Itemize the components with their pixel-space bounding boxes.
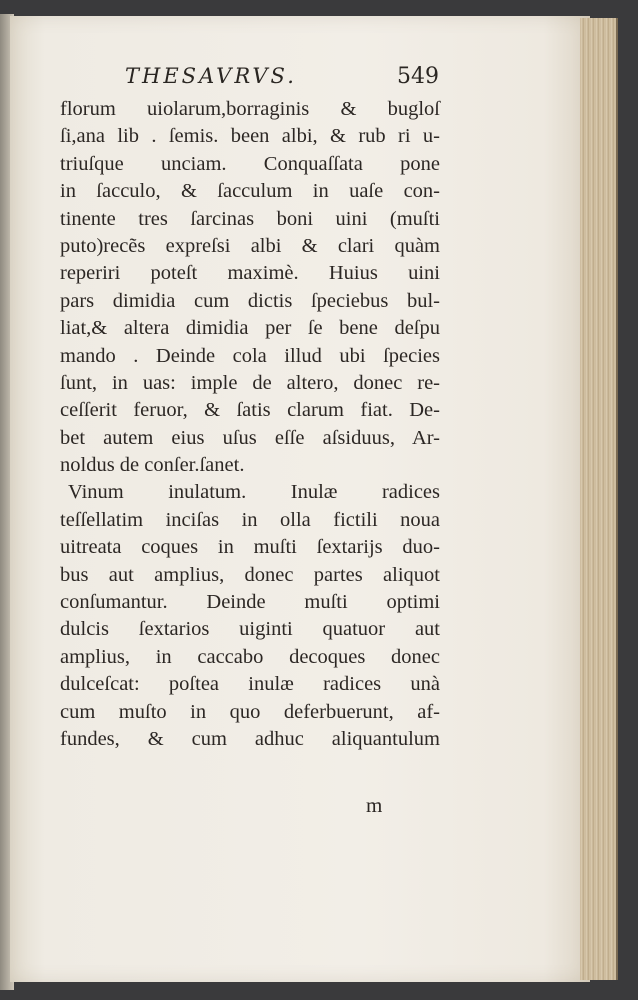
text-line: fundes, & cum adhuc aliquantulum bbox=[60, 727, 440, 750]
text-line: in ſacculo, & ſacculum in uaſe con- bbox=[60, 180, 440, 203]
text-line: pars dimidia cum dictis ſpeciebus bul- bbox=[60, 289, 440, 312]
text-line: bet autem eius uſus eſſe aſsiduus, Ar- bbox=[60, 426, 440, 449]
text-line: dulcis ſextarios uiginti quatuor aut bbox=[60, 618, 440, 641]
text-line: cum muſto in quo deferbuerunt, af- bbox=[60, 700, 440, 723]
text-line: teſſellatim inciſas in olla fictili noua bbox=[60, 508, 440, 531]
text-line: bus aut amplius, donec partes aliquot bbox=[60, 563, 440, 586]
catchword: m bbox=[366, 793, 383, 817]
body-text bbox=[60, 96, 440, 753]
text-line: dulceſcat: poſtea inulæ radices unà bbox=[60, 673, 440, 696]
page-header bbox=[125, 64, 455, 94]
text-line: uitreata coques in muſti ſextarijs duo- bbox=[60, 536, 440, 559]
text-line: amplius, in caccabo decoques donec bbox=[60, 645, 440, 668]
text-line: tinente tres ſarcinas boni uini (muſti bbox=[60, 207, 440, 230]
section-heading-line: Vinum inulatum. Inulæ radices bbox=[68, 481, 440, 504]
text-line: noldus de conſer.ſanet. bbox=[60, 454, 245, 477]
text-line: mando . Deinde cola illud ubi ſpecies bbox=[60, 344, 440, 367]
text-line: ceſſerit feruor, & ſatis clarum fiat. De- bbox=[60, 399, 440, 422]
text-line: reperiri poteſt maximè. Huius uini bbox=[60, 262, 440, 285]
text-line: ſi,ana lib . ſemis. been albi, & rub ri u- bbox=[60, 125, 440, 148]
page-block-edge bbox=[580, 18, 618, 980]
text-line: triuſque unciam. Conquaſſata pone bbox=[60, 152, 440, 175]
text-line: conſumantur. Deinde muſti optimi bbox=[60, 591, 440, 614]
text-line: puto)recẽs expreſsi albi & clari quàm bbox=[60, 234, 440, 257]
text-line: florum uiolarum,borraginis & bugloſ bbox=[60, 98, 440, 120]
text-line: ſunt, in uas: imple de altero, donec re- bbox=[60, 371, 440, 394]
running-title: THESAVRVS. bbox=[125, 64, 297, 88]
text-line: liat,& altera dimidia per ſe bene deſpu bbox=[60, 317, 440, 340]
page-number: 549 bbox=[397, 64, 439, 89]
